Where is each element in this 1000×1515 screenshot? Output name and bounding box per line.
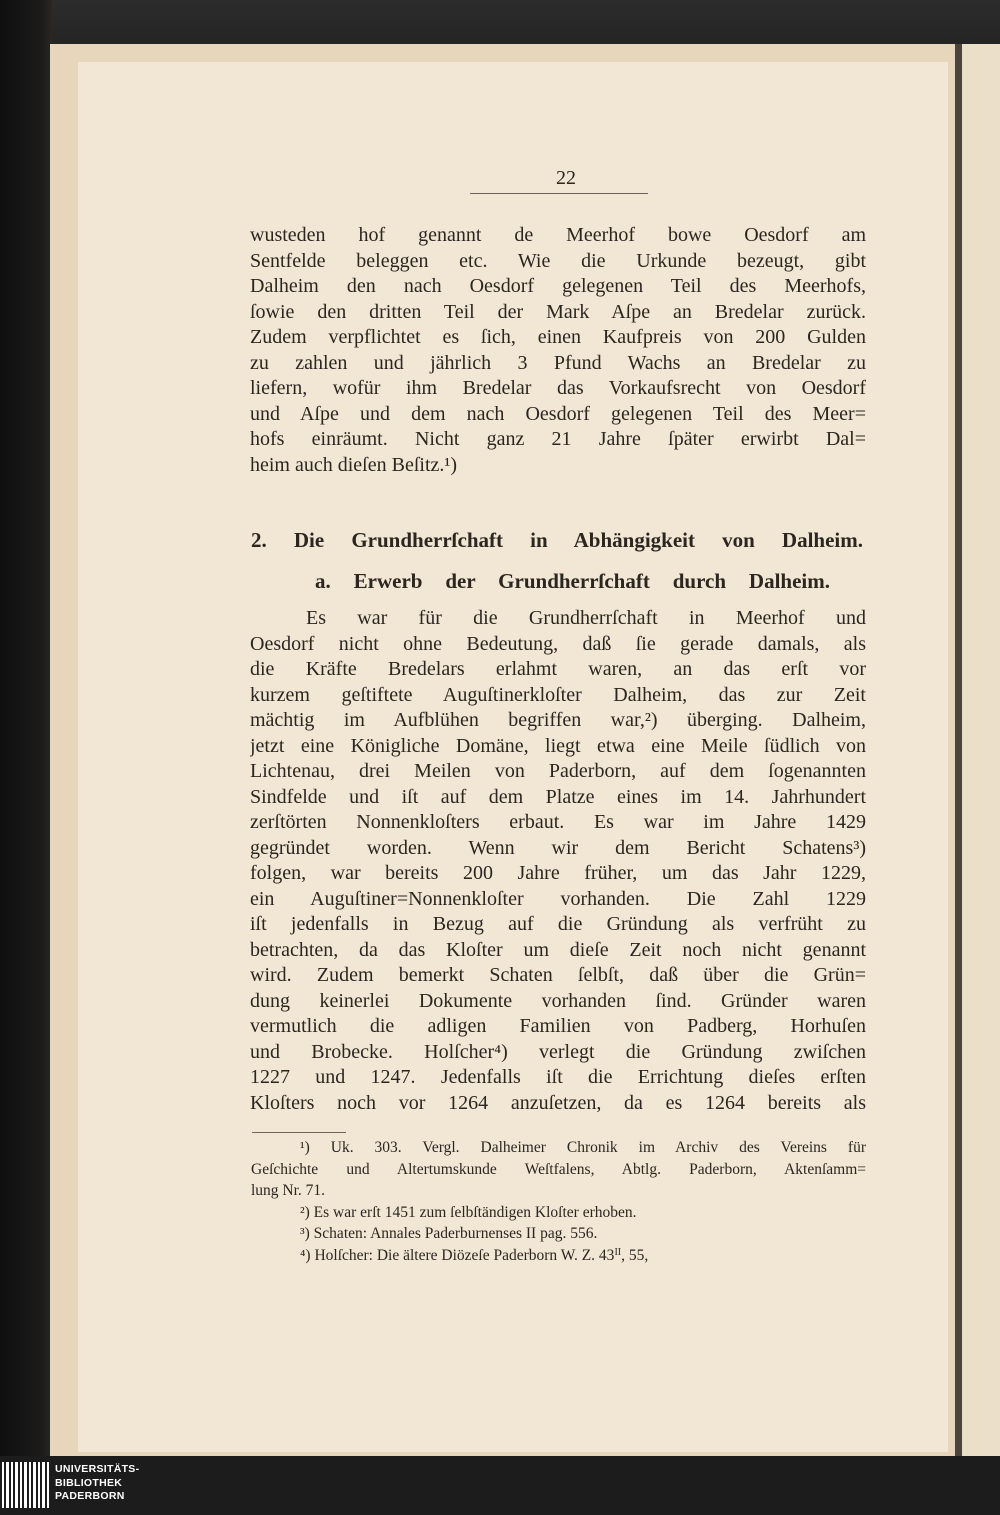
- logo-text: [55, 1463, 160, 1504]
- text-line: gegründet worden. Wenn wir dem Bericht Schatens³): [250, 836, 866, 859]
- library-logo: [2, 1462, 162, 1508]
- logo-line: BIBLIOTHEK: [55, 1476, 123, 1489]
- scan-background-top: [0, 0, 1000, 46]
- text-line: Sentfelde beleggen etc. Wie die Urkunde bezeugt, gibt: [250, 249, 866, 272]
- text-line: iſt jedenfalls in Bezug auf die Gründung als verfrüht zu: [250, 913, 866, 935]
- footnote-rule: [252, 1132, 346, 1133]
- subsection-heading: a. Erwerb der Grundherrſchaft durch Dalheim.: [315, 569, 830, 593]
- text-line: Dalheim den nach Oesdorf gelegenen Teil des Meerhofs,: [250, 275, 866, 297]
- footnote-line: ²) Es war erſt 1451 zum ſelbſtändigen Kloſter erhoben.: [300, 1203, 637, 1221]
- logo-bars-icon: [2, 1462, 50, 1508]
- text-line: kurzem geſtiftete Auguſtinerkloſter Dalheim, das zur Zeit: [250, 683, 866, 706]
- text-line: dung keinerlei Dokumente vorhanden ſind. Gründer waren: [250, 989, 866, 1012]
- text-line: Kloſters noch vor 1264 anzuſetzen, da es 1264 bereits als: [250, 1091, 866, 1114]
- text-line: liefern, wofür ihm Bredelar das Vorkaufsrecht von Oesdorf: [250, 377, 866, 399]
- text-line: Oesdorf nicht ohne Bedeutung, daß ſie gerade damals, als: [250, 632, 866, 655]
- logo-line: UNIVERSITÄTS-: [55, 1463, 140, 1475]
- text-line: wird. Zudem bemerkt Schaten ſelbſt, daß über die Grün=: [250, 964, 866, 986]
- text-line: Es war für die Grundherrſchaft in Meerhof und: [306, 607, 866, 629]
- text-line: vermutlich die adligen Familien von Padberg, Horhuſen: [250, 1015, 866, 1037]
- footnote-text: ⁴) Holſcher: Die ältere Diözeſe Paderborn W. Z. 43: [300, 1246, 615, 1264]
- text-line: zu zahlen und jährlich 3 Pfund Wachs an Bredelar zu: [250, 351, 866, 374]
- section-heading: 2. Die Grundherrſchaft in Abhängigkeit von Dalheim.: [251, 528, 863, 552]
- text-line: 1227 und 1247. Jedenfalls iſt die Errichtung dieſes erſten: [250, 1066, 866, 1088]
- footnote-line: lung Nr. 71.: [251, 1182, 326, 1199]
- logo-line: PADERBORN: [55, 1490, 125, 1502]
- text-line: und Aſpe und dem nach Oesdorf gelegenen Teil des Meer=: [250, 402, 866, 425]
- text-line: betrachten, da das Kloſter um dieſe Zeit noch nicht genannt: [250, 938, 866, 961]
- text-line: wusteden hof genannt de Meerhof bowe Oesdorf am: [250, 224, 866, 246]
- text-line: Lichtenau, drei Meilen von Paderborn, auf dem ſogenannten: [250, 760, 866, 782]
- text-line: Zudem verpflichtet es ſich, einen Kaufpreis von 200 Gulden: [250, 326, 866, 348]
- text-line: die Kräfte Bredelars erlahmt waren, an das erſt vor: [250, 658, 866, 680]
- book-cover-edge: [0, 0, 52, 1515]
- text-line: Sindfelde und iſt auf dem Platze eines im 14. Jahrhundert: [250, 785, 866, 808]
- footnote-text: , 55,: [621, 1246, 649, 1264]
- text-line: und Brobecke. Holſcher⁴) verlegt die Gründung zwiſchen: [250, 1040, 866, 1063]
- paragraph-1: [250, 223, 866, 478]
- footnote-line: Geſchichte und Altertumskunde Weſtfalens, Abtlg. Paderborn, Aktenſamm=: [251, 1160, 866, 1178]
- footnote-line: ³) Schaten: Annales Paderburnenses II pag. 556.: [300, 1225, 598, 1242]
- text-line: heim auch dieſen Beſitz.¹): [250, 453, 458, 476]
- footnote-line: [251, 1245, 866, 1267]
- text-line: folgen, war bereits 200 Jahre früher, um das Jahr 1229,: [250, 862, 866, 884]
- next-page-edge: [962, 44, 1000, 1456]
- page-gutter: [955, 44, 962, 1456]
- page-number: 22: [556, 167, 576, 189]
- text-line: mächtig im Aufblühen begriffen war,²) überging. Dalheim,: [250, 709, 866, 731]
- footnote-line: ¹) Uk. 303. Vergl. Dalheimer Chronik im Archiv des Vereins für: [300, 1139, 866, 1156]
- footnote-superscript: II: [614, 1246, 622, 1258]
- paragraph-2: [250, 606, 866, 1116]
- text-line: jetzt eine Königliche Domäne, liegt etwa eine Meile ſüdlich von: [250, 734, 866, 757]
- header-rule: [470, 193, 648, 194]
- text-line: zerſtörten Nonnenkloſters erbaut. Es war im Jahre 1429: [250, 811, 866, 833]
- footnotes: [251, 1137, 866, 1266]
- text-line: ein Auguſtiner=Nonnenkloſter vorhanden. Die Zahl 1229: [250, 887, 866, 910]
- text-line: hofs einräumt. Nicht ganz 21 Jahre ſpäter erwirbt Dal=: [250, 428, 866, 450]
- text-line: ſowie den dritten Teil der Mark Aſpe an Bredelar zurück.: [250, 300, 866, 323]
